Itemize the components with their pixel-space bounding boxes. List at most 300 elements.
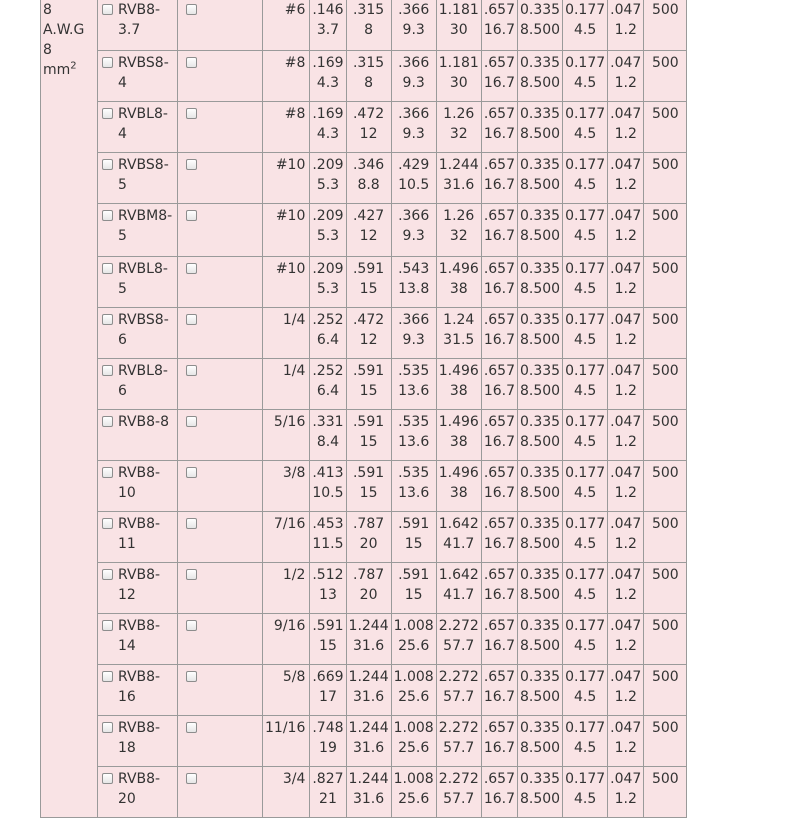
dimension-inch: .535: [398, 465, 430, 481]
dimension-inch: .472: [352, 106, 385, 122]
dimension-mm: 31.6: [352, 689, 385, 705]
dimension-mm: 8.500: [519, 22, 561, 38]
dimension-mm: 16.7: [483, 281, 515, 297]
dimension-inch: .047: [610, 55, 642, 71]
dimension-inch: 1.008: [393, 669, 434, 685]
dimension-cell-c4: [436, 767, 481, 818]
dimension-cell-c5: [481, 308, 517, 359]
dimension-cell-c4: [436, 410, 481, 461]
dimension-cell-c3: [391, 614, 436, 665]
select-checkbox[interactable]: [102, 722, 113, 733]
dimension-mm: 16.7: [483, 75, 515, 91]
dimension-inch: 0.177: [565, 157, 606, 173]
dimension-mm: 16.7: [483, 383, 515, 399]
dimension-cell-c7: [563, 563, 608, 614]
dimension-mm: 13.8: [398, 281, 430, 297]
dimension-cell-c6: [517, 51, 562, 102]
dimension-mm: 9.3: [402, 228, 425, 244]
dimension-mm: 31.6: [352, 638, 385, 654]
dimension-mm: 8.500: [519, 485, 561, 501]
dimension-inch: 1.008: [393, 720, 434, 736]
package-quantity-cell: 500: [644, 51, 687, 102]
dimension-mm: 10.5: [398, 177, 430, 193]
dimension-cell-c6: [517, 665, 562, 716]
dimension-inch: .315: [352, 2, 385, 18]
select-checkbox[interactable]: [102, 263, 113, 274]
model-label: RVB8-11: [118, 516, 161, 552]
model-cell: [98, 153, 178, 204]
stud-size-cell: 3/4: [263, 767, 310, 818]
dimension-mm: 31.6: [443, 177, 475, 193]
wire-gauge-group-cell: [41, 0, 98, 818]
package-quantity-cell: 500: [644, 257, 687, 308]
dimension-cell-c3: [391, 512, 436, 563]
select-checkbox[interactable]: [102, 57, 113, 68]
dimension-cell-c6: [517, 512, 562, 563]
dimension-cell-c4: [436, 665, 481, 716]
dimension-cell-c2: [346, 461, 391, 512]
dimension-inch: .535: [398, 363, 430, 379]
dimension-mm: 8.500: [519, 791, 561, 807]
dimension-mm: 4.5: [573, 281, 597, 297]
dimension-inch: 0.177: [565, 516, 606, 532]
dimension-cell-c7: [563, 257, 608, 308]
table-row: [41, 563, 687, 614]
dimension-mm: 1.2: [614, 22, 637, 38]
dimension-cell-c1: [310, 359, 346, 410]
dimension-inch: 1.26: [443, 208, 475, 224]
dimension-mm: 1.2: [614, 383, 637, 399]
dimension-inch: .591: [398, 567, 430, 583]
dimension-cell-c4: [436, 153, 481, 204]
dimension-mm: 15: [359, 434, 378, 450]
dimension-inch: 0.177: [565, 567, 606, 583]
dimension-cell-c2: [346, 512, 391, 563]
dimension-cell-c3: [391, 665, 436, 716]
dimension-inch: 1.008: [393, 771, 434, 787]
dimension-cell-c8: [608, 410, 644, 461]
dimension-cell-c6: [517, 308, 562, 359]
dimension-mm: 4.5: [573, 126, 597, 142]
compare-checkbox[interactable]: [186, 4, 197, 15]
dimension-mm: 38: [449, 434, 468, 450]
compare-checkbox[interactable]: [186, 210, 197, 221]
compare-cell: [178, 51, 263, 102]
dimension-inch: 0.335: [519, 261, 561, 277]
dimension-cell-c2: [346, 51, 391, 102]
dimension-mm: 8.500: [519, 332, 561, 348]
dimension-inch: 0.177: [565, 312, 606, 328]
compare-checkbox[interactable]: [186, 108, 197, 119]
dimension-inch: .657: [483, 363, 515, 379]
dimension-mm: 8.500: [519, 536, 561, 552]
compare-cell: [178, 102, 263, 153]
dimension-mm: 1.2: [614, 689, 637, 705]
dimension-mm: 4.5: [573, 228, 597, 244]
gauge-unit: [43, 60, 95, 80]
model-label: RVB8-12: [118, 567, 161, 603]
dimension-inch: .047: [610, 261, 642, 277]
package-quantity-cell: 500: [644, 102, 687, 153]
dimension-mm: 8.500: [519, 177, 561, 193]
dimension-inch: .657: [483, 414, 515, 430]
compare-cell: [178, 614, 263, 665]
dimension-inch: .787: [352, 516, 385, 532]
dimension-cell-c4: [436, 102, 481, 153]
dimension-mm: 4.5: [573, 791, 597, 807]
dimension-mm: 38: [449, 485, 468, 501]
dimension-mm: 57.7: [443, 791, 475, 807]
dimension-inch: .047: [610, 771, 642, 787]
dimension-inch: .169: [312, 55, 344, 71]
dimension-cell-c4: [436, 563, 481, 614]
compare-checkbox[interactable]: [186, 365, 197, 376]
dimension-inch: 1.642: [438, 516, 479, 532]
model-cell: [98, 257, 178, 308]
dimension-inch: .657: [483, 618, 515, 634]
dimension-inch: .657: [483, 465, 515, 481]
dimension-mm: 13.6: [398, 485, 430, 501]
select-checkbox[interactable]: [102, 365, 113, 376]
dimension-inch: .827: [312, 771, 344, 787]
table-row: [41, 665, 687, 716]
dimension-cell-c1: [310, 0, 346, 51]
dimension-inch: 2.272: [438, 669, 479, 685]
table-row: [41, 204, 687, 257]
dimension-inch: 1.244: [348, 618, 389, 634]
dimension-cell-c4: [436, 0, 481, 51]
dimension-cell-c6: [517, 204, 562, 257]
dimension-mm: 1.2: [614, 177, 637, 193]
dimension-cell-c1: [310, 204, 346, 257]
dimension-mm: 9.3: [402, 22, 425, 38]
select-checkbox[interactable]: [102, 4, 113, 15]
dimension-cell-c8: [608, 153, 644, 204]
select-checkbox[interactable]: [102, 773, 113, 784]
model-label: RVBM8-5: [118, 208, 173, 244]
stud-size-cell: 7/16: [263, 512, 310, 563]
dimension-cell-c2: [346, 665, 391, 716]
compare-checkbox[interactable]: [186, 620, 197, 631]
dimension-inch: .591: [312, 618, 344, 634]
model-label: RVB8-18: [118, 720, 161, 756]
dimension-cell-c5: [481, 461, 517, 512]
stud-size-cell: #10: [263, 257, 310, 308]
dimension-cell-c5: [481, 102, 517, 153]
dimension-cell-c3: [391, 308, 436, 359]
package-quantity-cell: 500: [644, 512, 687, 563]
compare-checkbox[interactable]: [186, 159, 197, 170]
dimension-inch: .657: [483, 771, 515, 787]
compare-checkbox[interactable]: [186, 467, 197, 478]
dimension-mm: 25.6: [398, 689, 430, 705]
stud-size-cell: 5/8: [263, 665, 310, 716]
dimension-inch: .047: [610, 414, 642, 430]
dimension-mm: 4.5: [573, 75, 597, 91]
compare-checkbox[interactable]: [186, 671, 197, 682]
dimension-inch: .657: [483, 157, 515, 173]
dimension-inch: .657: [483, 516, 515, 532]
dimension-mm: 8.500: [519, 434, 561, 450]
dimension-inch: 0.335: [519, 618, 561, 634]
dimension-inch: .047: [610, 208, 642, 224]
compare-checkbox[interactable]: [186, 416, 197, 427]
dimension-cell-c3: [391, 410, 436, 461]
dimension-cell-c5: [481, 512, 517, 563]
model-label: RVBS8-6: [118, 312, 169, 348]
dimension-inch: .047: [610, 157, 642, 173]
dimension-mm: 8: [364, 75, 374, 91]
compare-cell: [178, 665, 263, 716]
dimension-cell-c7: [563, 51, 608, 102]
dimension-inch: .366: [398, 312, 430, 328]
dimension-inch: 0.177: [565, 720, 606, 736]
model-label: RVB8-3.7: [118, 2, 161, 38]
dimension-inch: 2.272: [438, 618, 479, 634]
dimension-inch: 1.26: [443, 106, 475, 122]
dimension-mm: 15: [404, 536, 423, 552]
dimension-cell-c7: [563, 102, 608, 153]
model-label: RVBS8-5: [118, 157, 169, 193]
dimension-cell-c2: [346, 767, 391, 818]
dimension-inch: 0.177: [565, 465, 606, 481]
compare-cell: [178, 512, 263, 563]
compare-checkbox[interactable]: [186, 773, 197, 784]
dimension-inch: .366: [398, 2, 430, 18]
dimension-cell-c2: [346, 0, 391, 51]
dimension-inch: .472: [352, 312, 385, 328]
dimension-inch: .535: [398, 414, 430, 430]
dimension-inch: .657: [483, 2, 515, 18]
dimension-cell-c2: [346, 204, 391, 257]
dimension-inch: .591: [352, 261, 385, 277]
dimension-cell-c3: [391, 257, 436, 308]
compare-checkbox[interactable]: [186, 569, 197, 580]
dimension-mm: 4.5: [573, 383, 597, 399]
dimension-inch: 0.177: [565, 55, 606, 71]
dimension-cell-c6: [517, 410, 562, 461]
compare-cell: [178, 716, 263, 767]
dimension-mm: 16.7: [483, 126, 515, 142]
dimension-cell-c1: [310, 102, 346, 153]
select-checkbox[interactable]: [102, 108, 113, 119]
dimension-inch: .252: [312, 363, 344, 379]
dimension-inch: .512: [312, 567, 344, 583]
dimension-cell-c7: [563, 461, 608, 512]
dimension-mm: 16.7: [483, 228, 515, 244]
model-cell: [98, 308, 178, 359]
select-checkbox[interactable]: [102, 314, 113, 325]
compare-cell: [178, 767, 263, 818]
dimension-mm: 19: [319, 740, 337, 756]
dimension-cell-c6: [517, 0, 562, 51]
select-checkbox[interactable]: [102, 416, 113, 427]
dimension-mm: 4.5: [573, 434, 597, 450]
dimension-cell-c7: [563, 767, 608, 818]
stud-size-cell: 3/8: [263, 461, 310, 512]
package-quantity-cell: 500: [644, 461, 687, 512]
dimension-inch: .669: [312, 669, 344, 685]
compare-cell: [178, 153, 263, 204]
table-row: [41, 51, 687, 102]
dimension-cell-c4: [436, 716, 481, 767]
dimension-inch: .047: [610, 465, 642, 481]
dimension-mm: 1.2: [614, 434, 637, 450]
dimension-mm: 16.7: [483, 434, 515, 450]
dimension-inch: .346: [352, 157, 385, 173]
unit-superscript: 2: [70, 60, 77, 72]
dimension-inch: 0.335: [519, 208, 561, 224]
dimension-cell-c8: [608, 359, 644, 410]
stud-size-cell: 9/16: [263, 614, 310, 665]
dimension-inch: .047: [610, 618, 642, 634]
dimension-cell-c3: [391, 153, 436, 204]
model-cell: [98, 767, 178, 818]
compare-cell: [178, 410, 263, 461]
compare-checkbox[interactable]: [186, 57, 197, 68]
dimension-inch: .047: [610, 669, 642, 685]
stud-size-cell: #8: [263, 102, 310, 153]
stud-size-cell: #10: [263, 153, 310, 204]
select-checkbox[interactable]: [102, 620, 113, 631]
dimension-mm: 8.500: [519, 281, 561, 297]
dimension-cell-c6: [517, 563, 562, 614]
dimension-mm: 1.2: [614, 281, 637, 297]
package-quantity-cell: 500: [644, 614, 687, 665]
dimension-mm: 20: [359, 536, 378, 552]
dimension-cell-c5: [481, 410, 517, 461]
compare-checkbox[interactable]: [186, 722, 197, 733]
dimension-mm: 15: [359, 383, 378, 399]
spec-table-body: [41, 0, 687, 818]
dimension-cell-c6: [517, 614, 562, 665]
dimension-mm: 8.500: [519, 587, 561, 603]
select-checkbox[interactable]: [102, 518, 113, 529]
dimension-mm: 8.500: [519, 383, 561, 399]
dimension-mm: 32: [449, 126, 468, 142]
dimension-inch: 1.244: [438, 157, 479, 173]
dimension-cell-c5: [481, 716, 517, 767]
model-cell: [98, 359, 178, 410]
dimension-cell-c7: [563, 665, 608, 716]
dimension-inch: .657: [483, 106, 515, 122]
stud-size-cell: #6: [263, 0, 310, 51]
dimension-cell-c5: [481, 0, 517, 51]
dimension-mm: 1.2: [614, 126, 637, 142]
select-checkbox[interactable]: [102, 467, 113, 478]
select-checkbox[interactable]: [102, 159, 113, 170]
dimension-mm: 30: [449, 22, 468, 38]
dimension-cell-c8: [608, 308, 644, 359]
dimension-cell-c2: [346, 716, 391, 767]
dimension-mm: 8.4: [316, 434, 340, 450]
dimension-mm: 9.3: [402, 75, 425, 91]
dimension-inch: .252: [312, 312, 344, 328]
dimension-mm: 10.5: [312, 485, 344, 501]
dimension-cell-c5: [481, 257, 517, 308]
dimension-mm: 4.5: [573, 587, 597, 603]
dimension-cell-c2: [346, 257, 391, 308]
dimension-inch: .591: [352, 465, 385, 481]
dimension-cell-c2: [346, 359, 391, 410]
dimension-cell-c8: [608, 204, 644, 257]
dimension-inch: .748: [312, 720, 344, 736]
table-row: [41, 767, 687, 818]
select-checkbox[interactable]: [102, 210, 113, 221]
dimension-inch: 0.335: [519, 55, 561, 71]
dimension-mm: 21: [319, 791, 337, 807]
dimension-inch: .366: [398, 208, 430, 224]
dimension-inch: 0.335: [519, 2, 561, 18]
dimension-cell-c5: [481, 665, 517, 716]
dimension-inch: 1.244: [348, 771, 389, 787]
model-label: RVBL8-4: [118, 106, 168, 142]
select-checkbox[interactable]: [102, 671, 113, 682]
dimension-mm: 17: [319, 689, 337, 705]
model-label: RVB8-14: [118, 618, 161, 654]
dimension-cell-c1: [310, 308, 346, 359]
package-quantity-cell: 500: [644, 359, 687, 410]
compare-checkbox[interactable]: [186, 263, 197, 274]
dimension-cell-c7: [563, 716, 608, 767]
dimension-mm: 57.7: [443, 689, 475, 705]
dimension-inch: 0.335: [519, 669, 561, 685]
dimension-cell-c8: [608, 102, 644, 153]
dimension-inch: .787: [352, 567, 385, 583]
compare-checkbox[interactable]: [186, 314, 197, 325]
dimension-mm: 25.6: [398, 791, 430, 807]
dimension-inch: 0.335: [519, 567, 561, 583]
dimension-cell-c2: [346, 563, 391, 614]
dimension-mm: 9.3: [402, 332, 425, 348]
dimension-cell-c7: [563, 410, 608, 461]
select-checkbox[interactable]: [102, 569, 113, 580]
dimension-cell-c8: [608, 512, 644, 563]
stud-size-cell: 1/4: [263, 359, 310, 410]
dimension-mm: 57.7: [443, 638, 475, 654]
dimension-cell-c4: [436, 51, 481, 102]
dimension-mm: 16.7: [483, 587, 515, 603]
compare-checkbox[interactable]: [186, 518, 197, 529]
dimension-mm: 13: [319, 587, 337, 603]
dimension-cell-c1: [310, 153, 346, 204]
dimension-inch: 0.177: [565, 771, 606, 787]
dimension-inch: 0.177: [565, 106, 606, 122]
dimension-mm: 38: [449, 281, 468, 297]
dimension-cell-c8: [608, 563, 644, 614]
dimension-mm: 12: [359, 332, 378, 348]
spec-table: [40, 0, 687, 818]
dimension-mm: 31.6: [352, 791, 385, 807]
dimension-inch: 0.335: [519, 312, 561, 328]
dimension-cell-c6: [517, 716, 562, 767]
dimension-mm: 6.4: [316, 383, 340, 399]
dimension-cell-c2: [346, 102, 391, 153]
dimension-cell-c7: [563, 614, 608, 665]
dimension-inch: 0.335: [519, 157, 561, 173]
dimension-inch: 1.496: [438, 465, 479, 481]
dimension-inch: 0.177: [565, 618, 606, 634]
dimension-inch: .315: [352, 55, 385, 71]
dimension-inch: 2.272: [438, 771, 479, 787]
dimension-mm: 1.2: [614, 536, 637, 552]
package-quantity-cell: 500: [644, 563, 687, 614]
dimension-mm: 4.5: [573, 177, 597, 193]
dimension-inch: .657: [483, 261, 515, 277]
dimension-cell-c1: [310, 512, 346, 563]
dimension-inch: .047: [610, 516, 642, 532]
dimension-cell-c4: [436, 512, 481, 563]
